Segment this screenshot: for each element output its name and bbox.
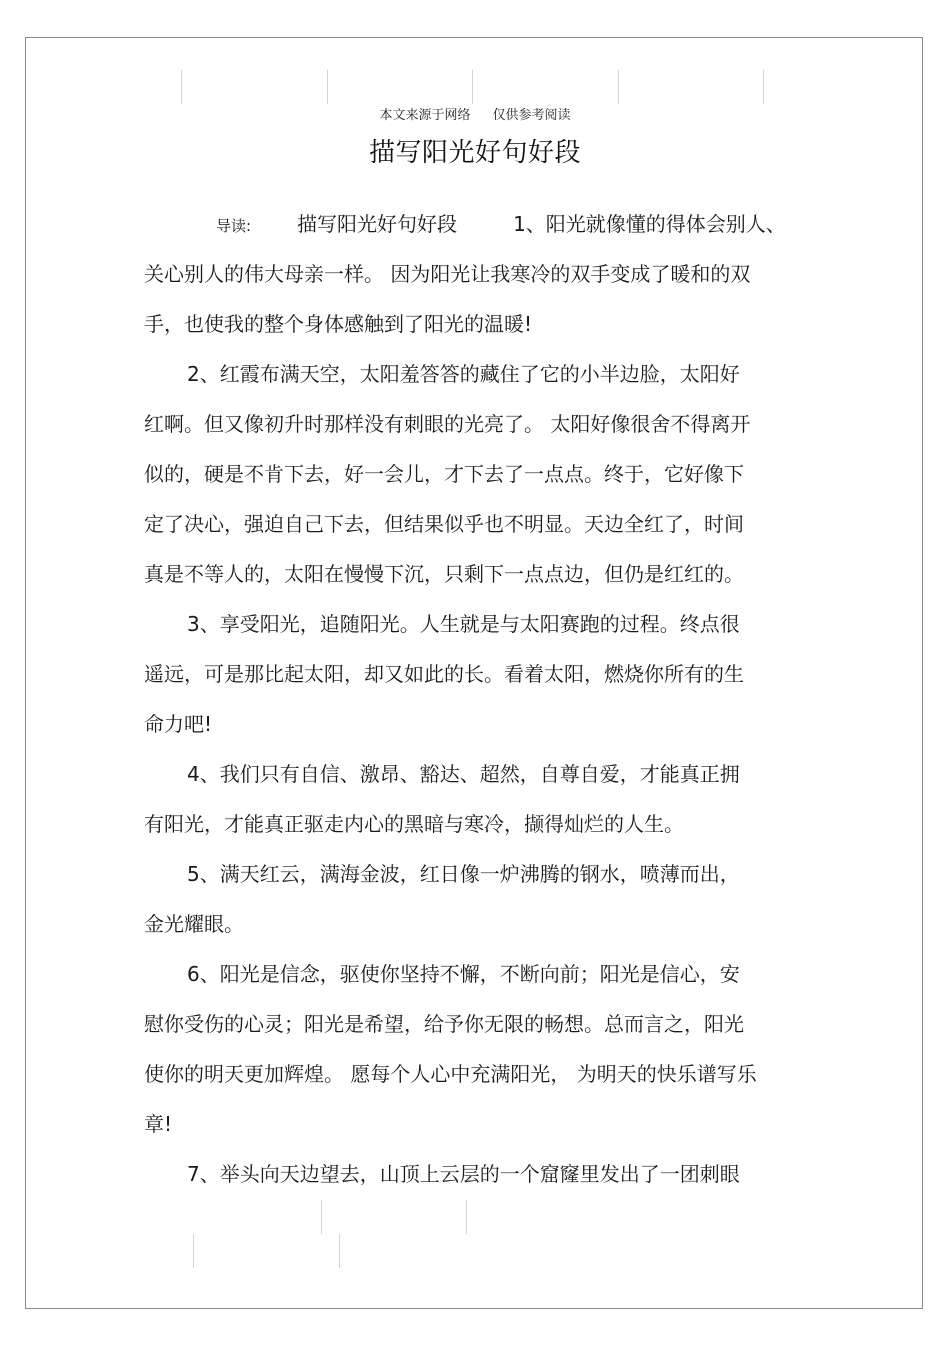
intro-subject: 描写阳光好句好段	[297, 212, 458, 236]
bottom-rule-2	[466, 1200, 467, 1234]
body-line: 红啊。但又像初升时那样没有刺眼的光亮了。 太阳好像很舍不得离开	[144, 412, 751, 436]
body-line: 似的，硬是不肯下去，好一会儿，才下去了一点点。终于，它好像下	[144, 462, 744, 486]
body-line: 关心别人的伟大母亲一样。 因为阳光让我寒冷的双手变成了暖和的双	[144, 262, 751, 286]
body-line: 命力吧!	[144, 712, 213, 736]
top-rule-2	[327, 70, 328, 104]
bottom-rule-3	[193, 1234, 194, 1268]
top-rule-1	[181, 70, 182, 104]
body-line: 3、享受阳光，追随阳光。人生就是与太阳赛跑的过程。终点很	[187, 612, 740, 636]
bottom-rule-1	[321, 1200, 322, 1234]
body-line: 遥远，可是那比起太阳，却又如此的长。看着太阳，燃烧你所有的生	[144, 662, 744, 686]
body-line: 7、举头向天边望去，山顶上云层的一个窟窿里发出了一团刺眼	[187, 1162, 740, 1186]
source-note: 本文来源于网络	[379, 108, 471, 123]
page-title: 描写阳光好句好段	[368, 138, 581, 168]
body-line: 定了决心，强迫自己下去，但结果似乎也不明显。天边全红了，时间	[144, 512, 744, 536]
top-rule-3	[472, 70, 473, 104]
top-rule-5	[763, 70, 764, 104]
bottom-rule-4	[339, 1234, 340, 1268]
body-line: 金光耀眼。	[144, 912, 244, 936]
top-rule-4	[618, 70, 619, 104]
body-line: 使你的明天更加辉煌。 愿每个人心中充满阳光， 为明天的快乐谱写乐	[144, 1062, 757, 1086]
intro-first-sentence: 1、阳光就像懂的得体会别人、	[513, 212, 786, 236]
body-line: 真是不等人的，太阳在慢慢下沉，只剩下一点点边，但仍是红红的。	[144, 562, 744, 586]
reference-note: 仅供参考阅读	[492, 108, 571, 123]
header-note	[0, 104, 950, 123]
body-line: 有阳光，才能真正驱走内心的黑暗与寒冷，撷得灿烂的人生。	[144, 812, 684, 836]
body-line: 6、阳光是信念，驱使你坚持不懈，不断向前；阳光是信心，安	[187, 962, 740, 986]
body-line: 5、满天红云，满海金波，红日像一炉沸腾的钢水，喷薄而出，	[187, 862, 740, 886]
intro-label: 导读:	[216, 217, 252, 235]
body-line: 章!	[144, 1112, 173, 1136]
body-line: 手，也使我的整个身体感触到了阳光的温暖!	[144, 312, 533, 336]
body-line: 4、我们只有自信、激昂、豁达、超然，自尊自爱，才能真正拥	[187, 762, 740, 786]
intro-line	[216, 212, 786, 238]
body-line: 2、红霞布满天空，太阳羞答答的藏住了它的小半边脸，太阳好	[187, 362, 740, 386]
body-line: 慰你受伤的心灵；阳光是希望，给予你无限的畅想。总而言之，阳光	[144, 1012, 744, 1036]
